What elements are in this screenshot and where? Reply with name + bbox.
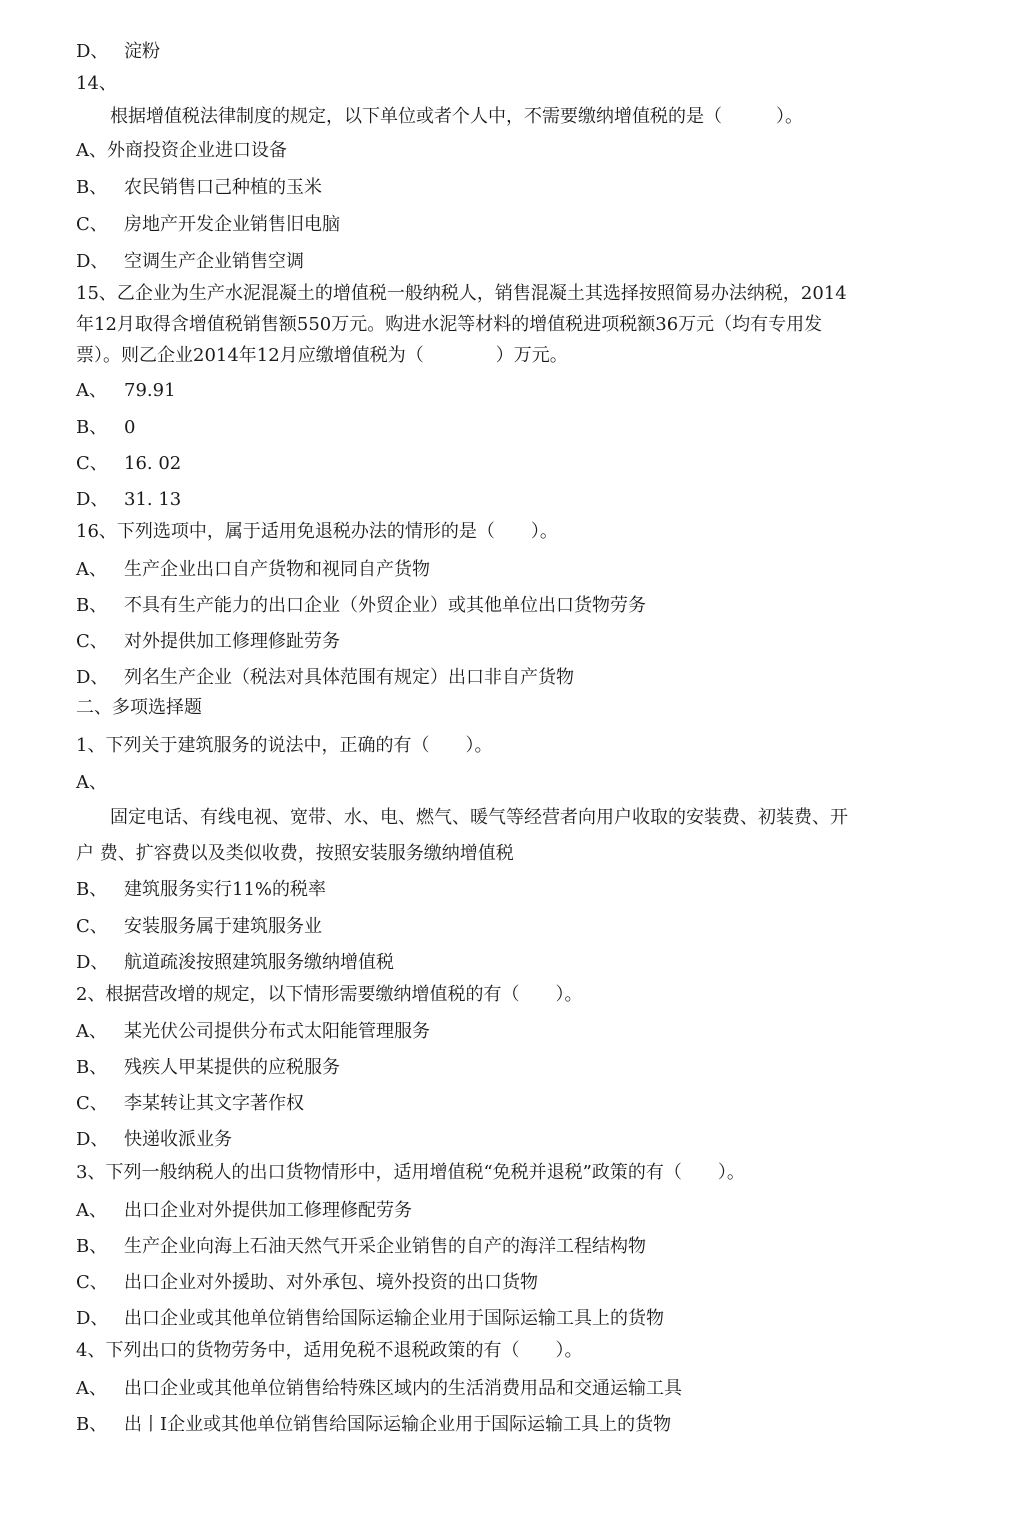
option-line — [76, 176, 322, 200]
option-line — [76, 1092, 304, 1116]
option-letter: B、 — [76, 595, 108, 616]
option-line — [76, 1271, 538, 1295]
option-text: 快递收派业务 — [124, 1129, 232, 1150]
question-text: 4、下列出口的货物劳务中，适用免税不退税政策的有（ ）。 — [76, 1340, 583, 1361]
option-text: 79.91 — [124, 380, 176, 401]
option-text: 生产企业出口自产货物和视同自产货物 — [124, 559, 430, 580]
option-letter: D、 — [76, 41, 109, 62]
option-letter: B、 — [76, 1236, 108, 1257]
option-line — [76, 213, 340, 237]
option-text: 16. 02 — [124, 453, 182, 474]
option-text: 农民销售口己种植的玉米 — [124, 177, 322, 198]
option-text: 李某转让其文字著作权 — [124, 1093, 304, 1114]
option-line: A、 — [76, 772, 107, 793]
option-line — [76, 666, 574, 690]
option-letter: C、 — [76, 916, 108, 937]
option-line — [76, 1377, 682, 1401]
option-letter: B、 — [76, 879, 108, 900]
question-number: 14、 — [76, 73, 117, 94]
option-line — [76, 40, 160, 64]
option-line — [76, 558, 430, 582]
option-line — [76, 1056, 340, 1080]
option-text: 淀粉 — [124, 41, 160, 62]
option-text: 0 — [124, 417, 136, 438]
option-text: 不具有生产能力的出口企业（外贸企业）或其他单位出口货物劳务 — [124, 595, 646, 616]
question-text: 根据增值税法律制度的规定，以下单位或者个人中，不需要缴纳增值税的是（ ）。 — [110, 106, 803, 127]
option-text: 生产企业向海上石油天然气开采企业销售的自产的海洋工程结构物 — [124, 1236, 646, 1257]
section-heading: 二、多项选择题 — [76, 697, 202, 718]
option-line — [76, 1020, 430, 1044]
question-text: 1、下列关于建筑服务的说法中，正确的有（ ）。 — [76, 735, 493, 756]
option-text: 固定电话、有线电视、宽带、水、电、燃气、暖气等经营者向用户收取的安装费、初装费、开 — [110, 807, 848, 828]
option-letter: C、 — [76, 214, 108, 235]
option-text: 31. 13 — [124, 489, 182, 510]
option-line — [76, 452, 181, 476]
option-line — [76, 379, 176, 403]
option-text: 列名生产企业（税法对具体范围有规定）出口非自产货物 — [124, 667, 574, 688]
option-letter: D、 — [76, 1308, 109, 1329]
question-text: 票）。则乙企业2014年12月应缴增值税为（ ）万元。 — [76, 345, 568, 366]
option-line — [76, 951, 394, 975]
option-letter: B、 — [76, 417, 108, 438]
option-letter: D、 — [76, 952, 109, 973]
option-letter: C、 — [76, 1093, 108, 1114]
option-letter: B、 — [76, 1057, 108, 1078]
option-text: 空调生产企业销售空调 — [124, 251, 304, 272]
option-letter: A、 — [76, 1378, 107, 1399]
option-letter: D、 — [76, 489, 109, 510]
question-text: 15、乙企业为生产水泥混凝土的增值税一般纳税人，销售混凝土其选择按照简易办法纳税，2014 — [76, 283, 847, 304]
option-text: 出口企业对外援助、对外承包、境外投资的出口货物 — [124, 1272, 538, 1293]
option-letter: A、 — [76, 1021, 107, 1042]
option-line — [76, 878, 326, 902]
option-letter: C、 — [76, 631, 108, 652]
question-text: 2、根据营改增的规定，以下情形需要缴纳增值税的有（ ）。 — [76, 984, 583, 1005]
option-line: A、外商投资企业进口设备 — [76, 140, 287, 161]
option-letter: D、 — [76, 1129, 109, 1150]
option-line — [76, 1199, 412, 1223]
option-letter: D、 — [76, 667, 109, 688]
question-text: 3、下列一般纳税人的出口货物情形中，适用增值税“免税并退税”政策的有（ ）。 — [76, 1162, 745, 1183]
option-text: 某光伏公司提供分布式太阳能管理服务 — [124, 1021, 430, 1042]
option-text: 残疾人甲某提供的应税服务 — [124, 1057, 340, 1078]
option-text: 航道疏浚按照建筑服务缴纳增值税 — [124, 952, 394, 973]
option-text: 建筑服务实行11%的税率 — [124, 879, 327, 900]
option-line — [76, 1413, 671, 1437]
question-text: 16、下列选项中，属于适用免退税办法的情形的是（ ）。 — [76, 521, 558, 542]
option-letter: B、 — [76, 1414, 108, 1435]
option-letter: A、 — [76, 380, 107, 401]
option-letter: A、 — [76, 559, 107, 580]
option-letter: C、 — [76, 1272, 108, 1293]
option-letter: A、 — [76, 1200, 107, 1221]
option-text: 出口企业对外提供加工修理修配劳务 — [124, 1200, 412, 1221]
option-line — [76, 1128, 232, 1152]
option-line — [76, 416, 135, 440]
option-line — [76, 1235, 646, 1259]
option-line — [76, 594, 646, 618]
option-line — [76, 250, 304, 274]
option-text: 房地产开发企业销售旧电脑 — [124, 214, 340, 235]
option-letter: C、 — [76, 453, 108, 474]
option-letter: D、 — [76, 251, 109, 272]
option-line — [76, 488, 181, 512]
option-text: 出丨I企业或其他单位销售给国际运输企业用于国际运输工具上的货物 — [124, 1414, 672, 1435]
option-text: 出口企业或其他单位销售给特殊区域内的生活消费用品和交通运输工具 — [124, 1378, 682, 1399]
option-text: 对外提供加工修理修趾劳务 — [124, 631, 340, 652]
option-letter: B、 — [76, 177, 108, 198]
option-line — [76, 1307, 664, 1331]
option-line — [76, 915, 322, 939]
option-text: 安装服务属于建筑服务业 — [124, 916, 322, 937]
option-line — [76, 630, 340, 654]
option-text: 出口企业或其他单位销售给国际运输企业用于国际运输工具上的货物 — [124, 1308, 664, 1329]
option-text: 户 费、扩容费以及类似收费，按照安装服务缴纳增值税 — [76, 843, 514, 864]
question-text: 年12月取得含增值税销售额550万元。购进水泥等材料的增值税进项税额36万元（均有专用发 — [76, 314, 823, 335]
